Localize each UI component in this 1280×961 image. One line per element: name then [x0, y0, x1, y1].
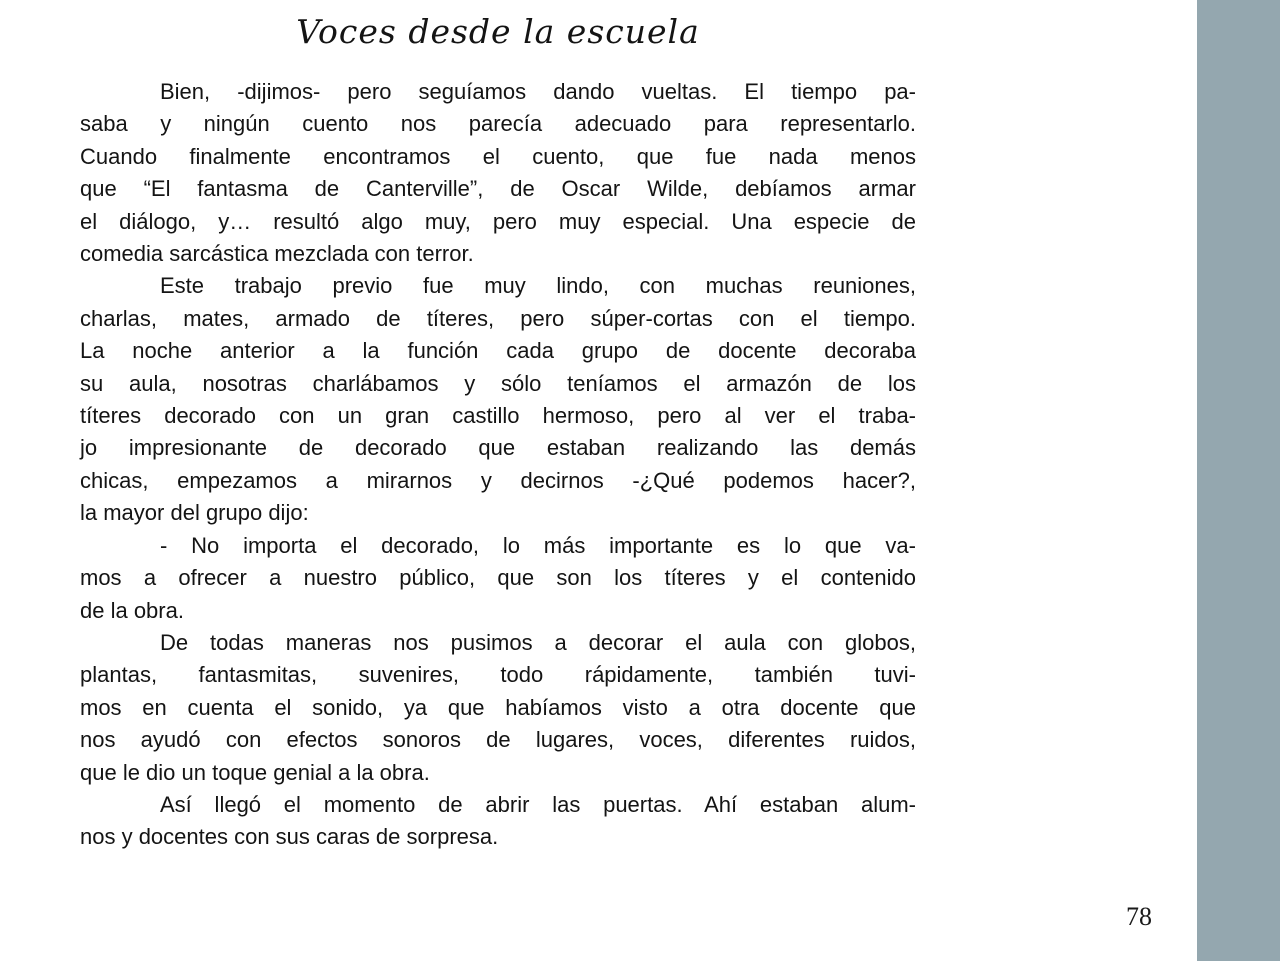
text-line: La noche anterior a la función cada grupo de docente decoraba: [80, 338, 916, 364]
text-line: jo impresionante de decorado que estaban realizando las demás: [80, 435, 916, 461]
text-line: Cuando finalmente encontramos el cuento, que fue nada menos: [80, 143, 916, 169]
text-line: títeres decorado con un gran castillo hermoso, pero al ver el traba-: [80, 403, 916, 429]
text-line: comedia sarcástica mezclada con terror.: [80, 241, 474, 267]
text-line: que “El fantasma de Canterville”, de Oscar Wilde, debíamos armar: [80, 176, 916, 202]
body-text: [80, 76, 916, 854]
page-number: 78: [1126, 902, 1152, 931]
side-band-decoration: [1197, 0, 1280, 961]
text-line: la mayor del grupo dijo:: [80, 500, 309, 526]
text-line: Este trabajo previo fue muy lindo, con muchas reuniones,: [160, 273, 916, 299]
text-line: Así llegó el momento de abrir las puertas. Ahí estaban alum-: [160, 791, 916, 817]
text-line: De todas maneras nos pusimos a decorar el aula con globos,: [160, 629, 916, 655]
text-line: mos a ofrecer a nuestro público, que son los títeres y el contenido: [80, 565, 916, 591]
text-line: su aula, nosotras charlábamos y sólo teníamos el armazón de los: [80, 370, 916, 396]
text-line: nos y docentes con sus caras de sorpresa.: [80, 824, 499, 850]
text-line: charlas, mates, armado de títeres, pero súper-cortas con el tiempo.: [80, 305, 916, 331]
text-line: que le dio un toque genial a la obra.: [80, 759, 430, 785]
text-line: plantas, fantasmitas, suvenires, todo rápidamente, también tuvi-: [80, 662, 916, 688]
text-line: saba y ningún cuento nos parecía adecuado para representarlo.: [80, 111, 916, 137]
text-line: mos en cuenta el sonido, ya que habíamos visto a otra docente que: [80, 694, 916, 720]
text-line: chicas, empezamos a mirarnos y decirnos -¿Qué podemos hacer?,: [80, 467, 916, 493]
text-line: nos ayudó con efectos sonoros de lugares, voces, diferentes ruidos,: [80, 727, 916, 753]
text-line: el diálogo, y… resultó algo muy, pero muy especial. Una especie de: [80, 208, 916, 234]
page-title: Voces desde la escuela: [296, 12, 700, 51]
text-line: - No importa el decorado, lo más importante es lo que va-: [160, 532, 916, 558]
text-line: de la obra.: [80, 597, 184, 623]
text-line: Bien, -dijimos- pero seguíamos dando vueltas. El tiempo pa-: [160, 79, 916, 104]
